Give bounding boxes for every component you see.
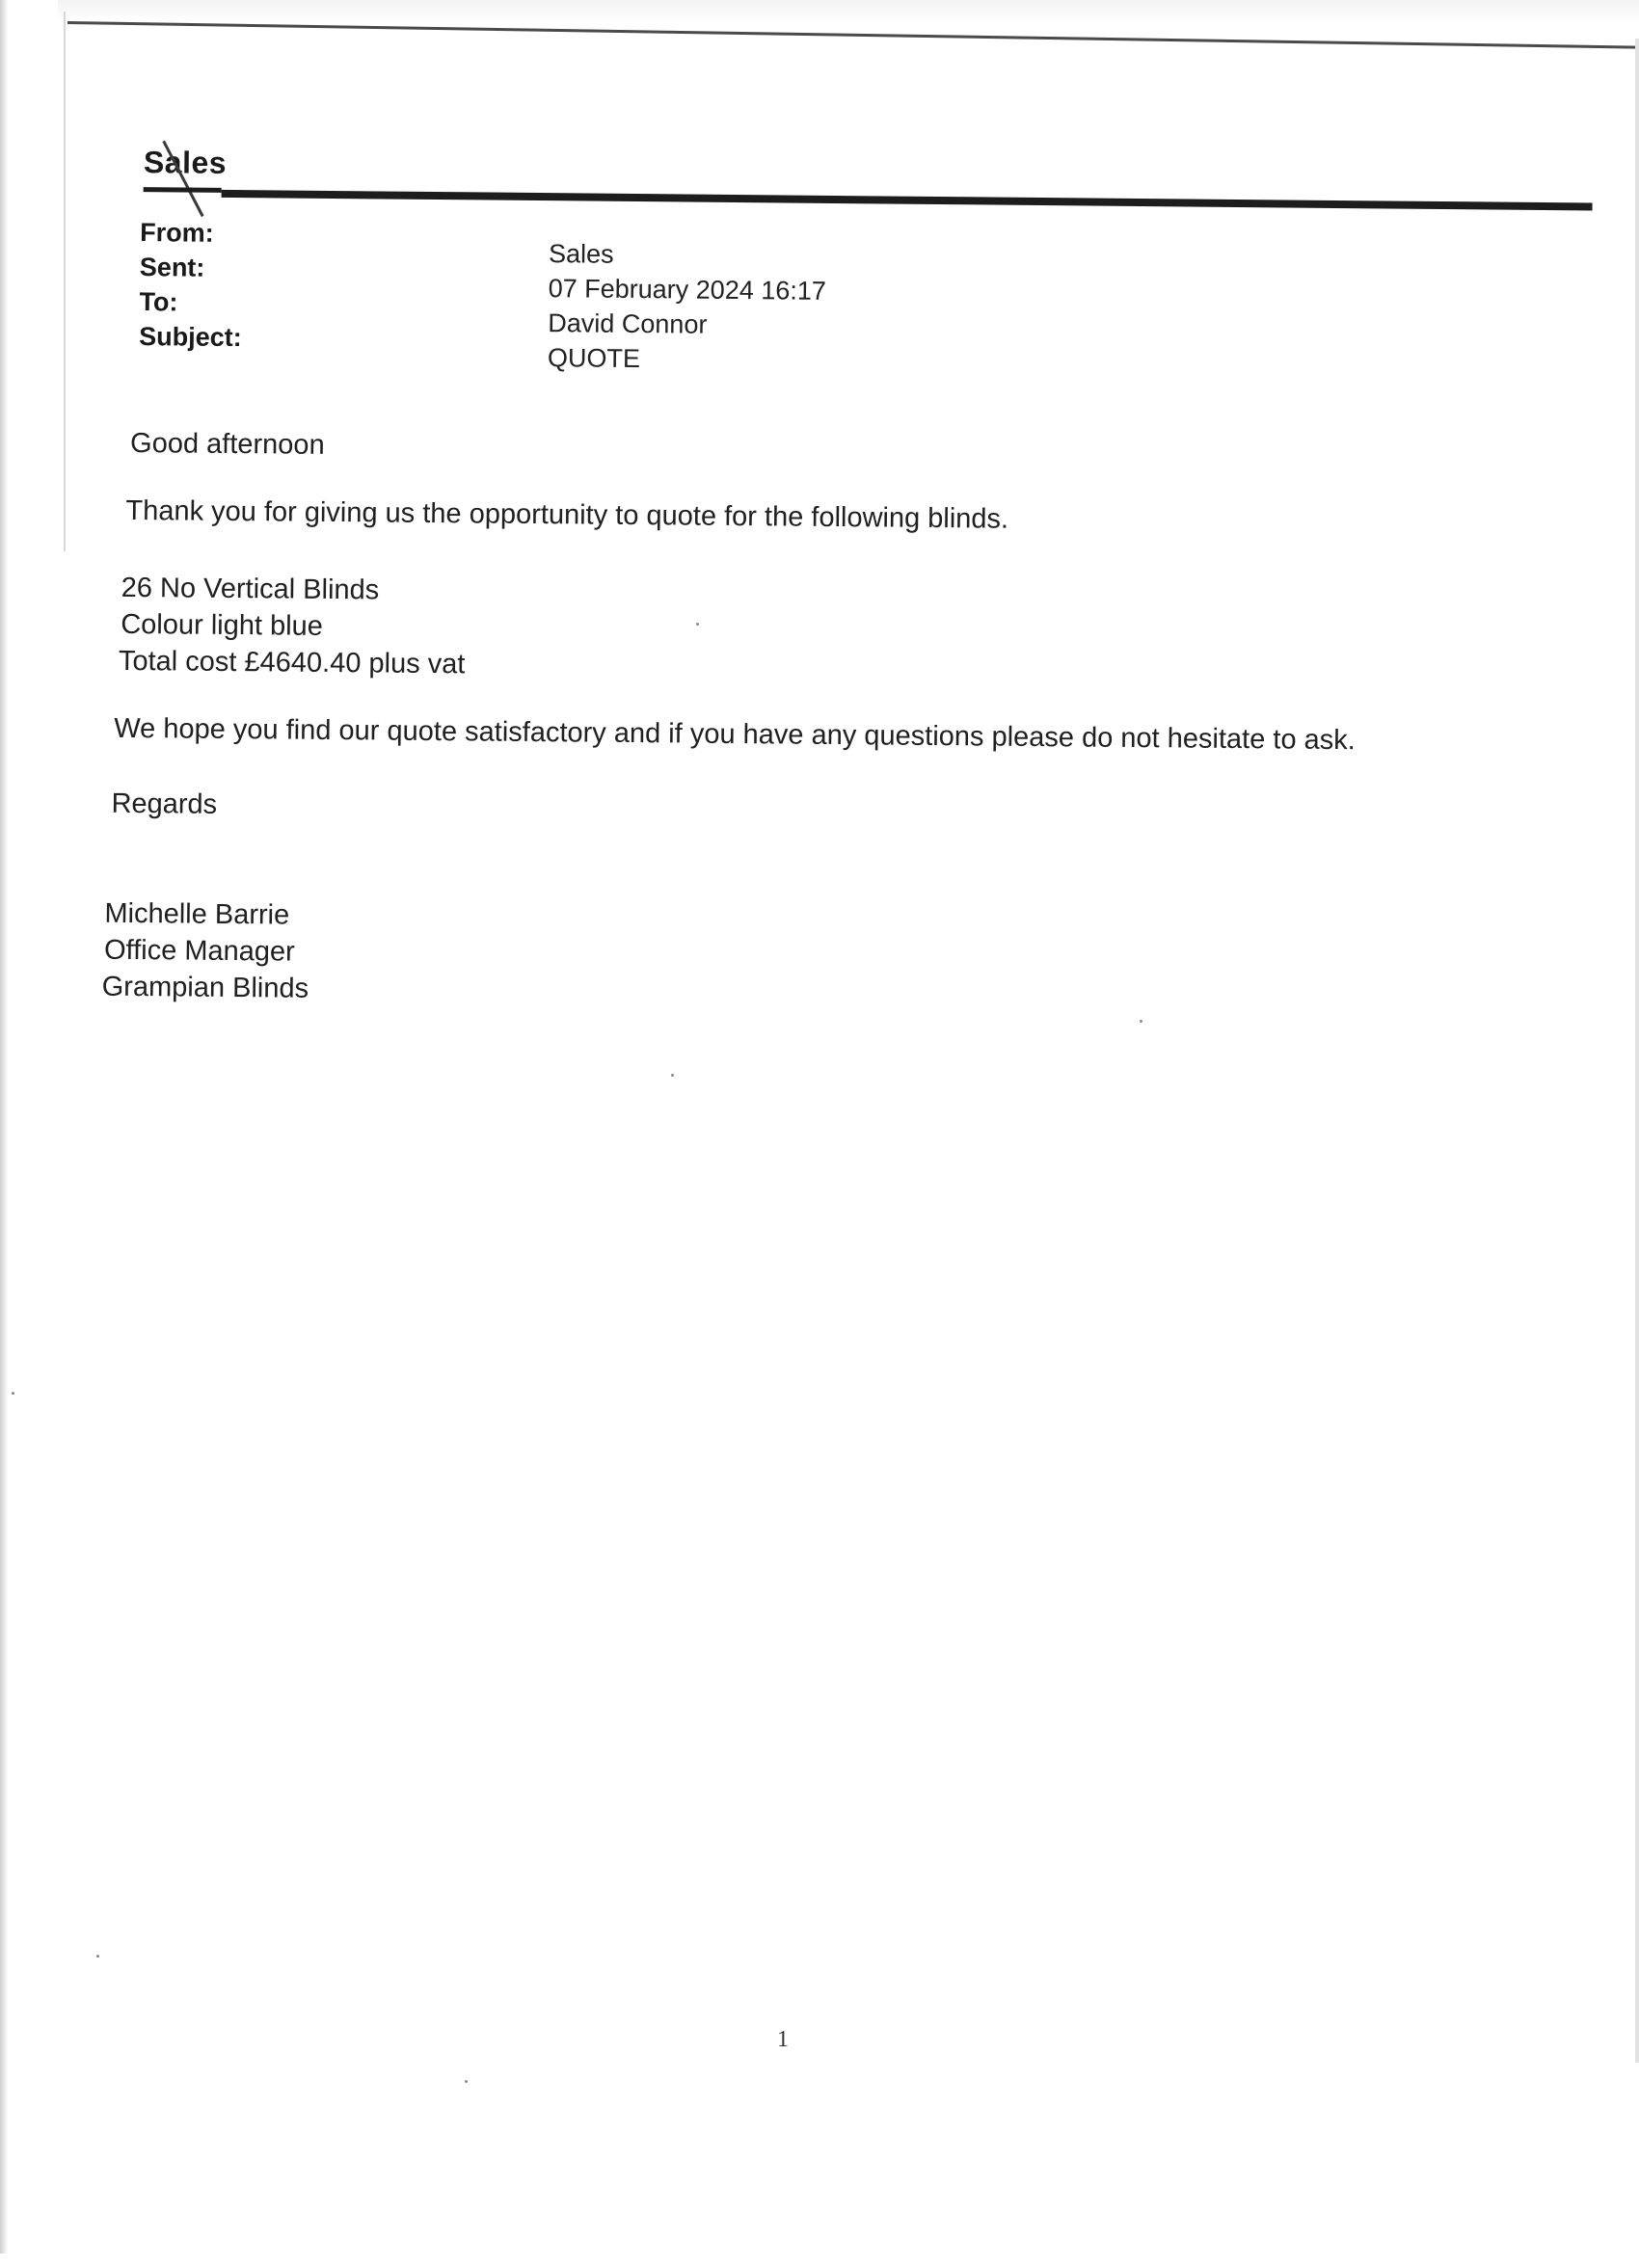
closing-paragraph: We hope you find our quote satisfactory and if you have any questions please do not hesitate to ask. — [114, 712, 1356, 757]
quote-colour-line: Colour light blue — [121, 608, 324, 642]
quote-item-line: 26 No Vertical Blinds — [121, 572, 380, 606]
scan-speck — [696, 623, 699, 626]
page-number: 1 — [777, 2027, 789, 2052]
sent-value: 07 February 2024 16:17 — [548, 274, 827, 306]
scan-speck — [465, 2080, 468, 2083]
subject-label: Subject: — [139, 322, 242, 353]
scan-speck — [12, 1392, 14, 1395]
signature-company: Grampian Blinds — [101, 971, 309, 1004]
signature-name: Michelle Barrie — [104, 897, 290, 931]
quote-total-line: Total cost £4640.40 plus vat — [118, 645, 466, 680]
greeting-text: Good afternoon — [129, 427, 325, 461]
subject-value: QUOTE — [547, 343, 641, 374]
intro-paragraph: Thank you for giving us the opportunity to quote for the following blinds. — [125, 494, 1009, 535]
email-title: Sales — [143, 145, 228, 180]
title-rule-left — [144, 187, 222, 193]
title-divider-rule — [222, 190, 1593, 211]
from-label: From: — [140, 218, 214, 248]
sent-label: Sent: — [139, 253, 205, 282]
to-label: To: — [139, 287, 178, 317]
signature-role: Office Manager — [103, 934, 295, 968]
to-value: David Connor — [548, 308, 708, 339]
scan-speck — [671, 1074, 674, 1077]
regards-text: Regards — [111, 787, 218, 820]
from-value: Sales — [548, 239, 614, 269]
scan-speck — [96, 1955, 99, 1958]
scan-speck — [1140, 1020, 1142, 1023]
